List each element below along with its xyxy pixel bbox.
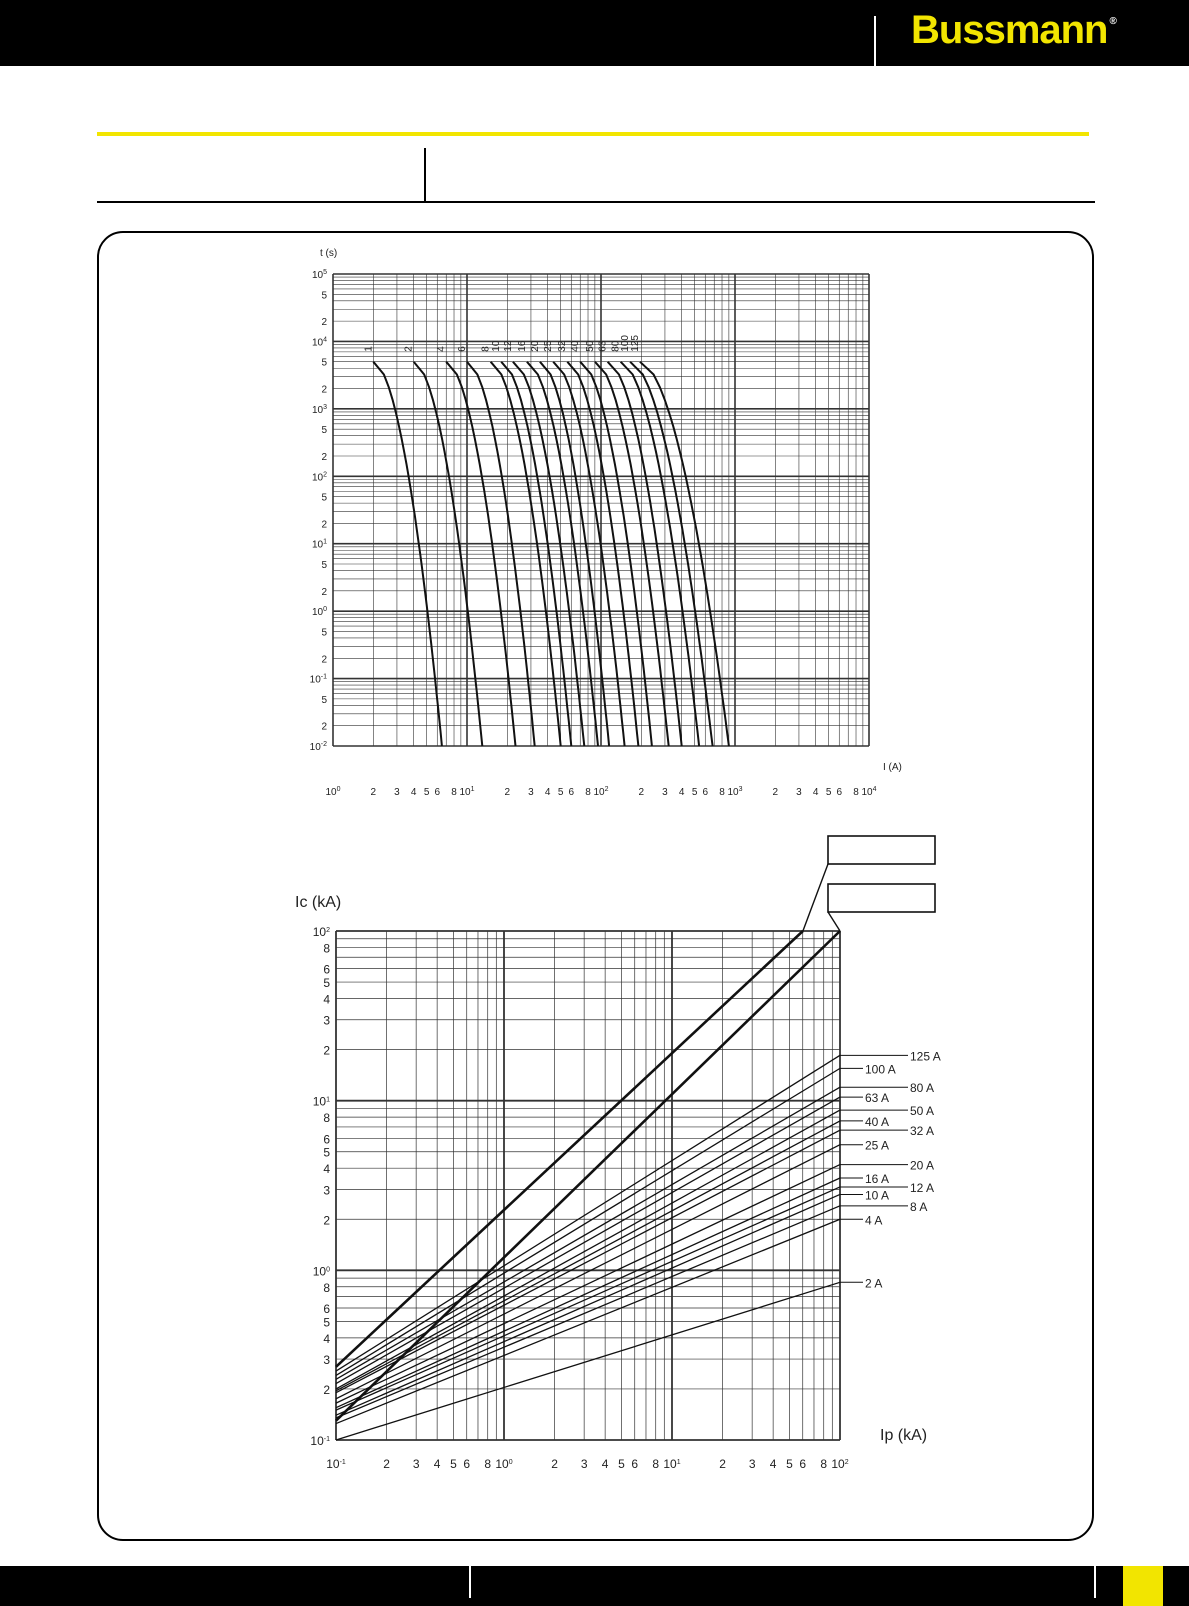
co-rating-label: 63 A xyxy=(865,1091,890,1106)
footer-divider-right xyxy=(1094,1566,1096,1598)
co-x-tick-label: $10^2$ xyxy=(831,1457,849,1471)
tc-x-tick-label: 6 xyxy=(836,787,843,798)
co-y-tick-label: 4 xyxy=(323,992,330,1007)
brand-registered-mark: ® xyxy=(1109,16,1116,27)
tc-x-tick-label: $10^2$ xyxy=(593,786,609,798)
tc-x-tick-label: 2 xyxy=(370,787,377,798)
co-grid xyxy=(336,931,840,1440)
co-x-tick-label: 5 xyxy=(618,1457,625,1471)
tc-x-tick-label: 5 xyxy=(423,787,430,798)
tc-y-tick-label: 5 xyxy=(321,357,327,369)
footer-bar xyxy=(0,1566,1189,1606)
co-y-tick-label: 2 xyxy=(323,1382,330,1397)
co-y-tick-label: 6 xyxy=(323,1132,330,1147)
tc-y-tick-label: 5 xyxy=(321,492,327,504)
co-x-tick-label: 3 xyxy=(412,1457,420,1471)
tc-curve-label: 25 xyxy=(543,340,555,352)
co-y-tick-label: 4 xyxy=(323,1331,330,1346)
tc-curve-label: 8 xyxy=(480,346,492,352)
co-rating-label: 32 A xyxy=(910,1124,935,1139)
co-rating-line xyxy=(336,1068,840,1375)
tc-y-tick-label: 2 xyxy=(321,317,327,329)
tc-y-tick-label: 5 xyxy=(321,627,327,639)
tc-x-tick-label: 3 xyxy=(394,787,400,798)
tc-y-tick-label: $10^2$ xyxy=(311,471,327,484)
tc-y-tick-label: $10^{-1}$ xyxy=(309,673,327,686)
co-rating-label: 16 A xyxy=(865,1172,890,1187)
co-x-tick-label: 6 xyxy=(631,1457,639,1471)
tc-y-tick-label: 2 xyxy=(321,586,327,598)
co-callout-box xyxy=(828,836,935,864)
co-y-tick-label: 2 xyxy=(323,1213,330,1228)
tc-curve-label: 63 xyxy=(597,340,609,352)
co-x-tick-label: 2 xyxy=(383,1457,390,1471)
co-rating-label: 4 A xyxy=(865,1213,883,1228)
co-x-tick-label: 6 xyxy=(799,1457,807,1471)
co-x-tick-label: 2 xyxy=(719,1457,726,1471)
co-y-tick-label: 3 xyxy=(323,1183,330,1198)
tc-x-tick-label: 5 xyxy=(557,787,564,798)
tc-x-tick-label: 4 xyxy=(678,787,685,798)
co-rating-label: 80 A xyxy=(910,1081,935,1096)
tc-curve-label: 32 xyxy=(557,340,569,352)
co-rating-line xyxy=(336,1206,840,1418)
tc-y-tick-label: 5 xyxy=(321,694,327,706)
co-callout-box xyxy=(828,884,935,912)
tc-x-tick-label: 8 xyxy=(853,787,859,798)
co-x-tick-label: $10^0$ xyxy=(495,1457,513,1471)
co-x-axis-label: Ip (kA) xyxy=(880,1427,928,1444)
co-rating-label: 25 A xyxy=(865,1138,890,1153)
tc-curve-label: 2 xyxy=(403,346,415,352)
tc-x-tick-label: 3 xyxy=(662,787,668,798)
co-x-tick-label: $10^{-1}$ xyxy=(326,1457,346,1471)
tc-x-tick-label: 5 xyxy=(825,787,832,798)
co-x-tick-label: 3 xyxy=(748,1457,756,1471)
co-x-tick-label: 8 xyxy=(652,1457,660,1471)
tc-y-tick-label: 5 xyxy=(321,290,327,302)
tc-x-tick-label: 8 xyxy=(451,787,457,798)
co-y-tick-label: $10^0$ xyxy=(312,1264,330,1279)
co-y-tick-label: 8 xyxy=(323,941,330,956)
tc-y-tick-label: 5 xyxy=(321,560,327,572)
tc-y-tick-label: 2 xyxy=(321,384,327,396)
tc-y-tick-label: 5 xyxy=(321,425,327,437)
co-rating-label: 10 A xyxy=(865,1188,890,1203)
tc-y-tick-label: $10^4$ xyxy=(311,336,327,349)
co-x-tick-label: 2 xyxy=(551,1457,558,1471)
tc-curve-label: 20 xyxy=(529,340,541,352)
co-rating-label: 40 A xyxy=(865,1114,890,1129)
co-callout-leader xyxy=(803,864,828,931)
tc-y-axis-label: t (s) xyxy=(320,248,338,259)
co-rating-label: 2 A xyxy=(865,1276,883,1291)
co-y-tick-label: 3 xyxy=(323,1013,330,1028)
tc-curve-label: 40 xyxy=(570,340,582,352)
tc-x-tick-label: 2 xyxy=(504,787,511,798)
tc-x-tick-label: 6 xyxy=(702,787,709,798)
tc-x-tick-label: 8 xyxy=(585,787,591,798)
tc-x-tick-label: 2 xyxy=(638,787,645,798)
co-y-tick-label: 5 xyxy=(323,1145,330,1160)
co-rating-label: 12 A xyxy=(910,1180,935,1195)
tc-x-tick-label: 4 xyxy=(812,787,819,798)
co-rating-line xyxy=(336,1165,840,1404)
co-y-tick-label: $10^1$ xyxy=(312,1094,330,1109)
co-rating-line xyxy=(336,1194,840,1415)
tc-curve-label: 125 xyxy=(629,335,641,352)
tc-x-tick-label: $10^1$ xyxy=(459,786,475,798)
tc-x-tick-label: $10^3$ xyxy=(727,786,743,798)
co-y-tick-label: 3 xyxy=(323,1353,330,1368)
co-rating-label: 20 A xyxy=(910,1158,935,1173)
co-y-tick-label: 2 xyxy=(323,1043,330,1058)
co-callout-leader xyxy=(828,912,840,931)
co-y-tick-label: 6 xyxy=(323,962,330,977)
co-rating-line xyxy=(336,1130,840,1393)
co-y-tick-label: 6 xyxy=(323,1301,330,1316)
co-x-tick-label: 8 xyxy=(820,1457,828,1471)
tc-y-tick-label: $10^1$ xyxy=(311,538,327,551)
tc-curve-label: 16 xyxy=(516,340,528,352)
co-rating-label: 125 A xyxy=(910,1049,941,1064)
co-y-tick-label: 8 xyxy=(323,1111,330,1126)
co-x-tick-label: 5 xyxy=(450,1457,457,1471)
tc-y-tick-label: 2 xyxy=(321,451,327,463)
co-y-tick-label: 5 xyxy=(323,1315,330,1330)
co-rating-label: 100 A xyxy=(865,1062,896,1077)
tc-y-tick-label: $10^3$ xyxy=(311,403,327,416)
co-y-tick-label: $10^2$ xyxy=(312,925,330,939)
tc-y-tick-label: $10^{-2}$ xyxy=(309,741,327,753)
co-x-tick-label: 8 xyxy=(484,1457,492,1471)
co-rating-label: 50 A xyxy=(910,1104,935,1119)
tc-curve-label: 12 xyxy=(502,340,514,352)
co-rating-line xyxy=(336,1121,840,1391)
tc-curve-label: 100 xyxy=(620,335,632,352)
tc-curve-label: 50 xyxy=(584,340,596,352)
tc-x-tick-label: 5 xyxy=(691,787,698,798)
tc-curve-label: 10 xyxy=(491,340,503,352)
co-x-tick-label: $10^1$ xyxy=(663,1457,681,1471)
co-rating-line xyxy=(336,1097,840,1384)
tc-x-tick-label: 8 xyxy=(719,787,725,798)
co-x-tick-label: 4 xyxy=(433,1457,441,1471)
co-x-tick-label: 4 xyxy=(601,1457,609,1471)
tc-y-tick-label: 2 xyxy=(321,654,327,666)
tc-y-tick-label: $10^0$ xyxy=(311,606,327,619)
tc-curve-label: 6 xyxy=(457,346,468,352)
tc-y-tick-label: $10^5$ xyxy=(311,269,327,281)
tc-x-tick-label: $10^4$ xyxy=(861,786,877,798)
tc-curve-label: 1 xyxy=(363,346,375,352)
co-x-tick-label: 6 xyxy=(463,1457,471,1471)
tc-x-tick-label: 4 xyxy=(544,787,551,798)
tc-x-axis-label: I (A) xyxy=(883,762,902,773)
brand-name: Bussmann xyxy=(911,8,1108,52)
co-rating-label: 8 A xyxy=(910,1199,928,1214)
co-y-tick-label: 5 xyxy=(323,976,330,991)
tc-y-tick-label: 2 xyxy=(321,721,327,733)
co-y-tick-label: 8 xyxy=(323,1280,330,1295)
tc-x-tick-label: 6 xyxy=(568,787,575,798)
co-x-tick-label: 5 xyxy=(786,1457,793,1471)
tc-x-tick-label: 4 xyxy=(410,787,417,798)
footer-divider-left xyxy=(469,1566,471,1598)
co-x-tick-label: 4 xyxy=(769,1457,777,1471)
tc-x-tick-label: 3 xyxy=(528,787,534,798)
co-rating-line xyxy=(336,1187,840,1410)
co-y-axis-label: Ic (kA) xyxy=(295,894,342,911)
tc-x-tick-label: 3 xyxy=(796,787,802,798)
co-y-tick-label: $10^{-1}$ xyxy=(310,1434,330,1448)
footer-yellow-square xyxy=(1123,1566,1163,1606)
tc-x-tick-label: $10^0$ xyxy=(325,786,341,798)
tc-y-tick-label: 2 xyxy=(321,519,327,531)
co-x-tick-label: 3 xyxy=(580,1457,588,1471)
co-y-tick-label: 4 xyxy=(323,1162,330,1177)
tc-x-tick-label: 2 xyxy=(772,787,779,798)
tc-curve-label: 4 xyxy=(436,346,448,352)
tc-x-tick-label: 6 xyxy=(434,787,441,798)
tc-curve-label: 80 xyxy=(610,340,622,352)
